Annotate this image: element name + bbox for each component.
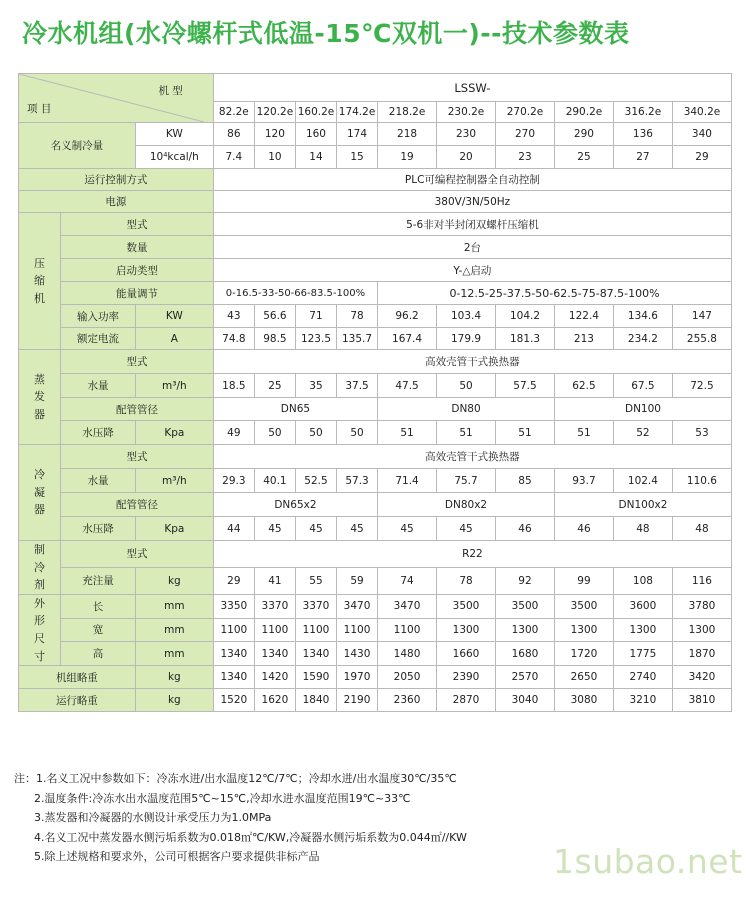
value-cell: 29.3: [213, 469, 254, 493]
value-cell: 380V/3N/50Hz: [213, 191, 731, 213]
pipe-size-cell: DN65x2: [213, 493, 377, 517]
value-cell: 1100: [213, 618, 254, 642]
note-line: 4.名义工况中蒸发器水侧污垢系数为0.018㎡℃/KW,冷凝器水侧污垢系数为0.044㎡//KW: [34, 830, 467, 844]
value-cell: 136: [613, 123, 672, 146]
value-cell: 1100: [254, 618, 295, 642]
table-row: [19, 469, 732, 493]
series-label: LSSW-: [213, 74, 731, 102]
value-cell: 37.5: [337, 374, 378, 398]
table-row: [19, 594, 732, 618]
value-cell: 51: [496, 421, 555, 445]
unit-cell: Kpa: [135, 517, 213, 541]
value-cell: 270: [496, 123, 555, 146]
value-cell: 57.5: [496, 374, 555, 398]
value-cell: 104.2: [496, 305, 555, 328]
unit-cell: kg: [135, 666, 213, 689]
model-header-cell: 290.2e: [554, 102, 613, 123]
unit-cell: kg: [135, 567, 213, 594]
value-cell: 67.5: [613, 374, 672, 398]
value-cell: 0-16.5-33-50-66-83.5-100%: [213, 282, 377, 305]
value-cell: 46: [554, 517, 613, 541]
value-cell: 2870: [437, 689, 496, 712]
row-label: 额定电流: [61, 328, 136, 350]
value-cell: 5-6非对半封闭双螺杆压缩机: [213, 213, 731, 236]
value-cell: 48: [613, 517, 672, 541]
value-cell: 102.4: [613, 469, 672, 493]
value-cell: 3600: [613, 594, 672, 618]
group-label: [19, 350, 61, 445]
value-cell: 3500: [554, 594, 613, 618]
value-cell: 51: [378, 421, 437, 445]
value-cell: 1720: [554, 642, 613, 666]
table-row: [19, 642, 732, 666]
value-cell: 1300: [613, 618, 672, 642]
value-cell: 3210: [613, 689, 672, 712]
value-cell: 1480: [378, 642, 437, 666]
row-label: 水量: [61, 374, 136, 398]
group-char: 外: [34, 596, 46, 610]
model-header-cell: 174.2e: [337, 102, 378, 123]
value-cell: 19: [378, 146, 437, 169]
value-cell: 135.7: [337, 328, 378, 350]
table-row: [19, 421, 732, 445]
value-cell: 20: [437, 146, 496, 169]
table-row: [19, 123, 732, 146]
value-cell: 72.5: [672, 374, 731, 398]
value-cell: 1840: [295, 689, 336, 712]
table-row: [19, 305, 732, 328]
row-label: 配管管径: [61, 398, 214, 421]
value-cell: 1590: [295, 666, 336, 689]
table-row: [19, 191, 732, 213]
value-cell: 93.7: [554, 469, 613, 493]
value-cell: 2050: [378, 666, 437, 689]
value-cell: 51: [437, 421, 496, 445]
value-cell: R22: [213, 541, 731, 568]
row-label: 型式: [61, 350, 214, 374]
model-header-cell: 160.2e: [295, 102, 336, 123]
table-row: [19, 689, 732, 712]
value-cell: 167.4: [378, 328, 437, 350]
value-cell: 1680: [496, 642, 555, 666]
value-cell: Y-△启动: [213, 259, 731, 282]
unit-cell: Kpa: [135, 421, 213, 445]
table-row: [19, 567, 732, 594]
group-char: 剂: [34, 578, 46, 592]
note-line: 3.蒸发器和冷凝器的水侧设计承受压力为1.0MPa: [34, 811, 272, 824]
group-char: 制: [34, 543, 46, 556]
row-label: 型式: [61, 541, 214, 568]
row-label: 型式: [61, 445, 214, 469]
row-label: 高: [61, 642, 136, 666]
value-cell: 1870: [672, 642, 731, 666]
pipe-size-cell: DN100x2: [554, 493, 731, 517]
value-cell: 45: [254, 517, 295, 541]
value-cell: 1340: [213, 666, 254, 689]
value-cell: 1300: [554, 618, 613, 642]
table-row: [19, 445, 732, 469]
value-cell: 103.4: [437, 305, 496, 328]
table-row: [19, 493, 732, 517]
row-label: 运行略重: [19, 689, 136, 712]
model-header-cell: 120.2e: [254, 102, 295, 123]
table-row: [19, 259, 732, 282]
value-cell: 57.3: [337, 469, 378, 493]
value-cell: 74.8: [213, 328, 254, 350]
value-cell: 2360: [378, 689, 437, 712]
value-cell: 3420: [672, 666, 731, 689]
diagonal-line: [19, 74, 204, 122]
value-cell: 18.5: [213, 374, 254, 398]
unit-cell: mm: [135, 594, 213, 618]
value-cell: 147: [672, 305, 731, 328]
header-item-label: 项 目: [27, 103, 52, 115]
value-cell: 2740: [613, 666, 672, 689]
unit-cell: m³/h: [135, 374, 213, 398]
value-cell: 92: [496, 567, 555, 594]
notes: [14, 769, 467, 867]
value-cell: 71.4: [378, 469, 437, 493]
group-char: 发: [34, 390, 46, 404]
value-cell: 50: [254, 421, 295, 445]
row-label: 水量: [61, 469, 136, 493]
value-cell: 98.5: [254, 328, 295, 350]
header-corner: [19, 74, 214, 123]
value-cell: 74: [378, 567, 437, 594]
value-cell: 3780: [672, 594, 731, 618]
row-label: 名义制冷量: [19, 123, 136, 169]
value-cell: 3370: [254, 594, 295, 618]
group-char: 冷: [34, 468, 46, 482]
value-cell: 45: [295, 517, 336, 541]
group-char: 冷: [34, 560, 46, 574]
value-cell: 120: [254, 123, 295, 146]
value-cell: 高效壳管干式换热器: [213, 350, 731, 374]
value-cell: 62.5: [554, 374, 613, 398]
value-cell: 213: [554, 328, 613, 350]
value-cell: 1340: [295, 642, 336, 666]
value-cell: 230: [437, 123, 496, 146]
value-cell: 96.2: [378, 305, 437, 328]
group-char: 器: [34, 407, 46, 421]
value-cell: 179.9: [437, 328, 496, 350]
unit-cell: 10⁴kcal/h: [135, 146, 213, 169]
value-cell: 1100: [337, 618, 378, 642]
table-row: [19, 282, 732, 305]
value-cell: 35: [295, 374, 336, 398]
group-char: 缩: [34, 274, 46, 288]
row-label: 启动类型: [61, 259, 214, 282]
value-cell: 71: [295, 305, 336, 328]
value-cell: PLC可编程控制器全自动控制: [213, 169, 731, 191]
model-header-cell: 230.2e: [437, 102, 496, 123]
group-label: [19, 445, 61, 541]
value-cell: 1300: [437, 618, 496, 642]
value-cell: 3470: [378, 594, 437, 618]
pipe-size-cell: DN65: [213, 398, 377, 421]
value-cell: 78: [437, 567, 496, 594]
value-cell: 122.4: [554, 305, 613, 328]
group-char: 器: [34, 503, 46, 517]
value-cell: 110.6: [672, 469, 731, 493]
value-cell: 59: [337, 567, 378, 594]
row-label: 充注量: [61, 567, 136, 594]
table-row: [19, 74, 732, 102]
value-cell: 1970: [337, 666, 378, 689]
value-cell: 123.5: [295, 328, 336, 350]
unit-cell: m³/h: [135, 469, 213, 493]
model-header-cell: 82.2e: [213, 102, 254, 123]
value-cell: 234.2: [613, 328, 672, 350]
row-label: 长: [61, 594, 136, 618]
value-cell: 29: [213, 567, 254, 594]
value-cell: 3810: [672, 689, 731, 712]
group-label: [19, 541, 61, 595]
row-label: 电源: [19, 191, 214, 213]
row-label: 机组略重: [19, 666, 136, 689]
unit-cell: mm: [135, 618, 213, 642]
value-cell: 75.7: [437, 469, 496, 493]
unit-cell: mm: [135, 642, 213, 666]
value-cell: 56.6: [254, 305, 295, 328]
pipe-size-cell: DN100: [554, 398, 731, 421]
row-label: 水压降: [61, 421, 136, 445]
value-cell: 44: [213, 517, 254, 541]
group-char: 压: [34, 256, 46, 270]
value-cell: 85: [496, 469, 555, 493]
group-char: 机: [34, 291, 46, 305]
row-label: 数量: [61, 236, 214, 259]
value-cell: 1775: [613, 642, 672, 666]
value-cell: 160: [295, 123, 336, 146]
value-cell: 50: [295, 421, 336, 445]
value-cell: 1420: [254, 666, 295, 689]
value-cell: 46: [496, 517, 555, 541]
value-cell: 50: [437, 374, 496, 398]
table-row: [19, 350, 732, 374]
group-char: 形: [34, 614, 46, 628]
value-cell: 53: [672, 421, 731, 445]
value-cell: 0-12.5-25-37.5-50-62.5-75-87.5-100%: [378, 282, 732, 305]
group-label: [19, 213, 61, 350]
value-cell: 290: [554, 123, 613, 146]
row-label: 配管管径: [61, 493, 214, 517]
value-cell: 1620: [254, 689, 295, 712]
row-label: 运行控制方式: [19, 169, 214, 191]
table-row: [19, 236, 732, 259]
table-row: [19, 398, 732, 421]
value-cell: 2台: [213, 236, 731, 259]
value-cell: 45: [378, 517, 437, 541]
spec-table: [18, 73, 732, 712]
row-label: 输入功率: [61, 305, 136, 328]
value-cell: 2190: [337, 689, 378, 712]
value-cell: 181.3: [496, 328, 555, 350]
value-cell: 51: [554, 421, 613, 445]
model-header-cell: 270.2e: [496, 102, 555, 123]
value-cell: 1430: [337, 642, 378, 666]
value-cell: 1100: [378, 618, 437, 642]
value-cell: 108: [613, 567, 672, 594]
group-char: 蒸: [34, 372, 46, 386]
table-row: [19, 517, 732, 541]
value-cell: 43: [213, 305, 254, 328]
value-cell: 40.1: [254, 469, 295, 493]
value-cell: 86: [213, 123, 254, 146]
value-cell: 29: [672, 146, 731, 169]
value-cell: 218: [378, 123, 437, 146]
value-cell: 52: [613, 421, 672, 445]
value-cell: 340: [672, 123, 731, 146]
value-cell: 45: [337, 517, 378, 541]
model-header-cell: 340.2e: [672, 102, 731, 123]
note-line: 2.温度条件:冷冻水出水温度范围5℃~15℃,冷却水进水温度范围19℃~33℃: [34, 791, 411, 805]
value-cell: 2650: [554, 666, 613, 689]
value-cell: 49: [213, 421, 254, 445]
group-label: [19, 594, 61, 665]
table-row: [19, 666, 732, 689]
value-cell: 134.6: [613, 305, 672, 328]
unit-cell: KW: [135, 305, 213, 328]
pipe-size-cell: DN80: [378, 398, 555, 421]
group-char: 尺: [34, 631, 46, 645]
value-cell: 3350: [213, 594, 254, 618]
value-cell: 7.4: [213, 146, 254, 169]
row-label: 水压降: [61, 517, 136, 541]
table-row: [19, 618, 732, 642]
value-cell: 99: [554, 567, 613, 594]
row-label: 型式: [61, 213, 214, 236]
value-cell: 3080: [554, 689, 613, 712]
value-cell: 1340: [254, 642, 295, 666]
value-cell: 2570: [496, 666, 555, 689]
unit-cell: kg: [135, 689, 213, 712]
value-cell: 10: [254, 146, 295, 169]
value-cell: 48: [672, 517, 731, 541]
value-cell: 高效壳管干式换热器: [213, 445, 731, 469]
value-cell: 1300: [496, 618, 555, 642]
note-line: 注：1.名义工况中参数如下：冷冻水进/出水温度12℃/7℃；冷却水进/出水温度30℃/35℃: [14, 772, 457, 785]
table-row: [19, 169, 732, 191]
value-cell: 3500: [496, 594, 555, 618]
value-cell: 27: [613, 146, 672, 169]
group-char: 寸: [34, 649, 46, 663]
value-cell: 2390: [437, 666, 496, 689]
value-cell: 1340: [213, 642, 254, 666]
value-cell: 25: [554, 146, 613, 169]
unit-cell: A: [135, 328, 213, 350]
value-cell: 1520: [213, 689, 254, 712]
value-cell: 50: [337, 421, 378, 445]
value-cell: 3370: [295, 594, 336, 618]
model-header-cell: 316.2e: [613, 102, 672, 123]
value-cell: 41: [254, 567, 295, 594]
value-cell: 45: [437, 517, 496, 541]
group-char: 凝: [34, 485, 46, 499]
value-cell: 1100: [295, 618, 336, 642]
table-row: [19, 328, 732, 350]
value-cell: 15: [337, 146, 378, 169]
row-label: 宽: [61, 618, 136, 642]
value-cell: 3500: [437, 594, 496, 618]
value-cell: 3470: [337, 594, 378, 618]
value-cell: 3040: [496, 689, 555, 712]
value-cell: 174: [337, 123, 378, 146]
pipe-size-cell: DN80x2: [378, 493, 555, 517]
table-row: [19, 541, 732, 568]
unit-cell: KW: [135, 123, 213, 146]
value-cell: 116: [672, 567, 731, 594]
value-cell: 52.5: [295, 469, 336, 493]
table-row: [19, 374, 732, 398]
value-cell: 25: [254, 374, 295, 398]
model-header-cell: 218.2e: [378, 102, 437, 123]
note-line: 5.除上述规格和要求外，公司可根据客户要求提供非标产品: [34, 850, 320, 863]
table-row: [19, 213, 732, 236]
header-model-label: 机 型: [158, 85, 183, 97]
value-cell: 23: [496, 146, 555, 169]
watermark-text: 1subao.net: [553, 842, 743, 881]
value-cell: 78: [337, 305, 378, 328]
value-cell: 1660: [437, 642, 496, 666]
row-label: 能量调节: [61, 282, 214, 305]
value-cell: 255.8: [672, 328, 731, 350]
value-cell: 55: [295, 567, 336, 594]
value-cell: 14: [295, 146, 336, 169]
value-cell: 1300: [672, 618, 731, 642]
page-title: 冷水机组(水冷螺杆式低温-15℃双机一)--技术参数表: [22, 19, 630, 48]
value-cell: 47.5: [378, 374, 437, 398]
